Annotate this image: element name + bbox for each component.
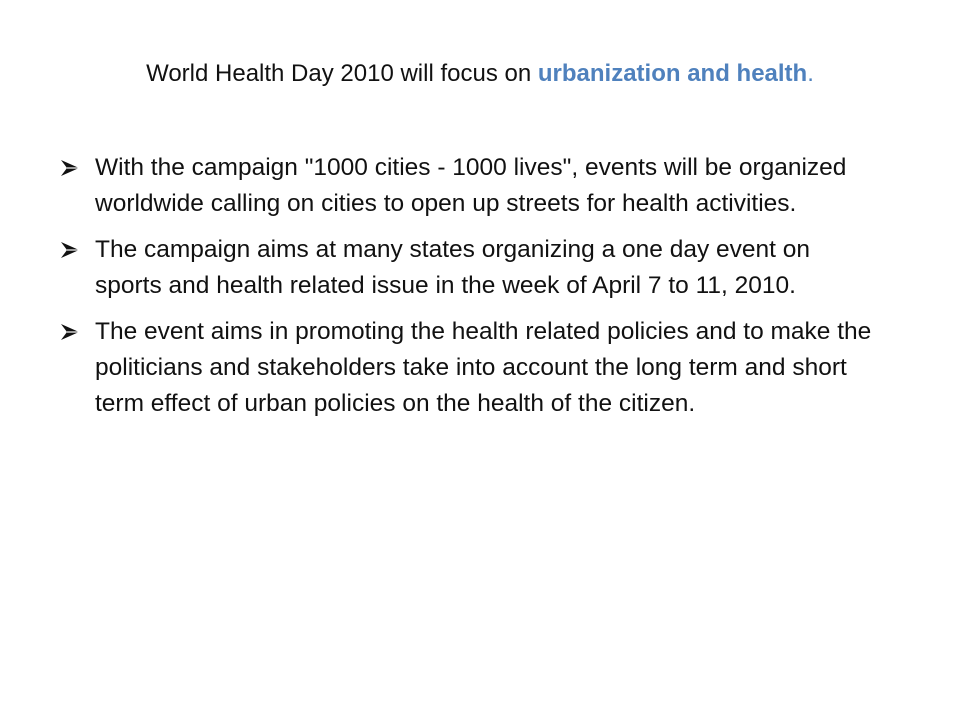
bullet-item: [60, 232, 880, 304]
arrowhead-bullet-icon: [60, 323, 80, 341]
bullet-list: [60, 150, 880, 432]
arrowhead-bullet-icon: [60, 159, 80, 177]
title-highlight: urbanization and health: [537, 60, 808, 87]
arrowhead-bullet-icon: [60, 241, 80, 259]
bullet-text: The campaign aims at many states organizing a one day event on sports and health related issue in the week of April 7 to 11, 2010.: [95, 236, 810, 299]
bullet-text: The event aims in promoting the health related policies and to make the politicians and stakeholders take into account the long term and short term effect of urban policies on the health of the citizen.: [95, 318, 872, 417]
slide-title: [0, 58, 960, 90]
bullet-item: [60, 314, 880, 422]
title-suffix: .: [807, 60, 814, 87]
bullet-item: [60, 150, 880, 222]
bullet-text: With the campaign "1000 cities - 1000 lives", events will be organized worldwide calling on cities to open up streets for health activities.: [95, 154, 847, 217]
title-prefix: World Health Day 2010 will focus on: [146, 60, 538, 87]
